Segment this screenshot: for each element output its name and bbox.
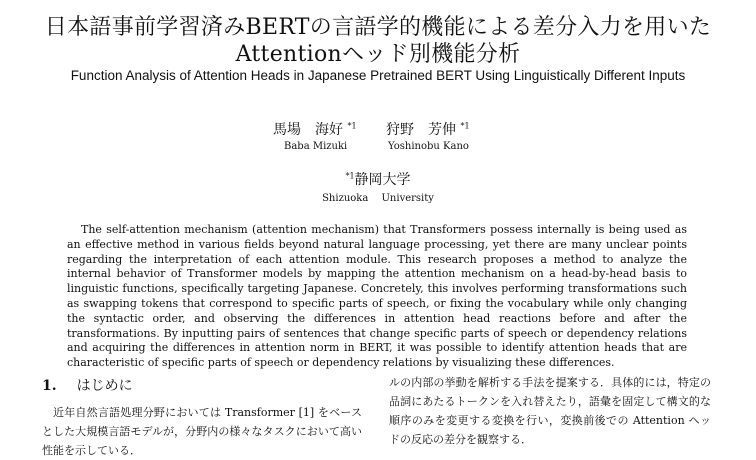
section-number: 1. — [42, 378, 57, 394]
affiliation-ja — [0, 169, 756, 189]
paper-title-japanese — [0, 14, 756, 68]
affiliation-name-ja: 静岡大学 — [354, 172, 411, 188]
author-1-affil-mark: *1 — [347, 121, 357, 131]
title-ja-line-1: 日本語事前学習済みBERTの言語学的機能による差分入力を用いた — [44, 15, 712, 40]
author-1-name-en: Baba Mizuki — [284, 141, 348, 152]
section-title: はじめに — [76, 378, 133, 394]
affiliation-mark: *1 — [345, 171, 355, 181]
author-2-name-en: Yoshinobu Kano — [388, 141, 469, 152]
paper-title-english: Function Analysis of Attention Heads in Japanese Pretrained BERT Using Linguistically Different Inputs — [70, 68, 686, 83]
author-2-name-ja-text: 狩野 芳伸 — [386, 122, 456, 138]
author-2-affil-mark: *1 — [460, 121, 470, 131]
section-heading — [42, 375, 133, 395]
right-column-body: ルの内部の挙動を解析する手法を提案する．具体的には，特定の品詞にあたるトークンを入れ替えたり，語彙を固定して構文的な順序のみを変更する変換を行い，変換前後での Attention ヘッドの反応の差分を観察する． — [389, 376, 711, 446]
author-1-name-ja — [273, 119, 357, 139]
title-ja-line-2: Attentionヘッド別機能分析 — [235, 42, 521, 67]
author-1-name-ja-text: 馬場 海好 — [273, 122, 343, 138]
author-2-name-ja — [386, 119, 470, 139]
left-column-body: 近年自然言語処理分野においては Transformer [1] をベースとした大規模言語モデルが，分野内の様々なタスクにおいて高い性能を示している． — [42, 406, 362, 457]
abstract: The self-attention mechanism (attention mechanism) that Transformers possess internally is being used as an effective method in various fields beyond natural language processing, yet there are many unclear points regarding the interpretation of each attention module. This research proposes a method to analyze the internal behavior of Transformer models by mapping the attention mechanism on a head-by-head basis to linguistic functions, specifically targeting Japanese. Concretely, this involves performing transformations such as swapping tokens that correspond to specific parts of speech, or fixing the vocabulary while only changing the syntactic order, and observing the differences in attention head reactions before and after the transformations. By inputting pairs of sentences that change specific parts of speech or dependency relations and acquiring the differences in attention norm in BERT, it was possible to identify attention heads that are characteristic of specific parts of speech or dependency relations by visualizing these differences. — [67, 223, 687, 370]
affiliation-en: Shizuoka University — [322, 193, 434, 204]
